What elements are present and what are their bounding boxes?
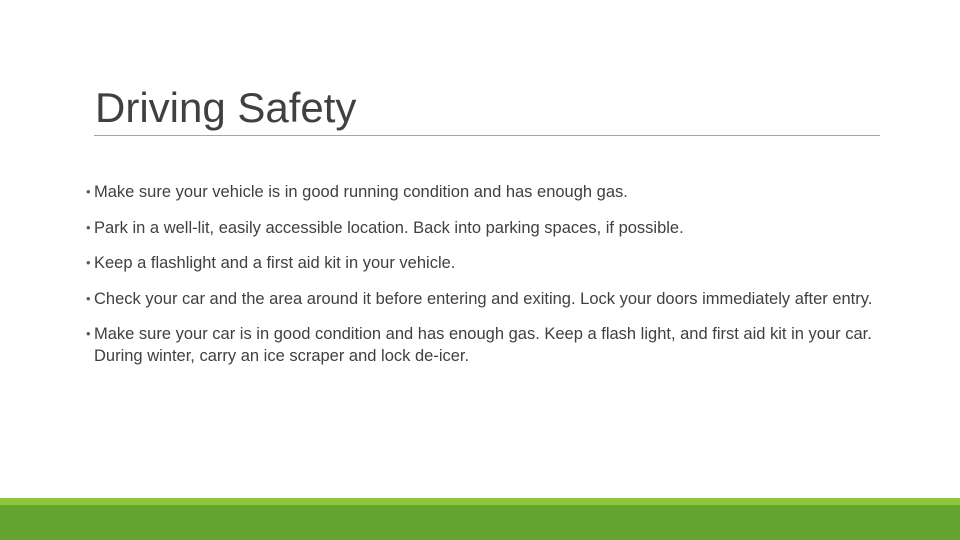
- bullet-item: [86, 323, 886, 367]
- bullet-text: Keep a flashlight and a first aid kit in your vehicle.: [94, 254, 456, 272]
- slide-title: Driving Safety: [95, 84, 357, 131]
- bullet-list: [86, 181, 886, 381]
- bullet-text: Make sure your car is in good condition and has enough gas. Keep a flash light, and first aid kit in your car. During winter, carry an ice scraper and lock de-icer.: [94, 325, 872, 365]
- title-divider: [94, 135, 880, 136]
- bullet-text: Check your car and the area around it before entering and exiting. Lock your doors immediately after entry.: [94, 289, 873, 308]
- bullet-icon: •: [86, 255, 91, 270]
- bullet-icon: •: [86, 326, 91, 341]
- bullet-item: [86, 288, 886, 310]
- footer-bar: [0, 505, 960, 540]
- bullet-icon: •: [86, 290, 91, 306]
- bullet-item: [86, 252, 886, 274]
- bullet-item: [86, 217, 886, 239]
- bullet-icon: •: [86, 219, 91, 235]
- bullet-icon: •: [86, 184, 91, 199]
- bullet-text: Park in a well-lit, easily accessible location. Back into parking spaces, if possible.: [94, 218, 684, 237]
- bullet-item: [86, 181, 886, 203]
- bullet-text: Make sure your vehicle is in good running condition and has enough gas.: [94, 183, 628, 201]
- footer-accent-stripe: [0, 498, 960, 505]
